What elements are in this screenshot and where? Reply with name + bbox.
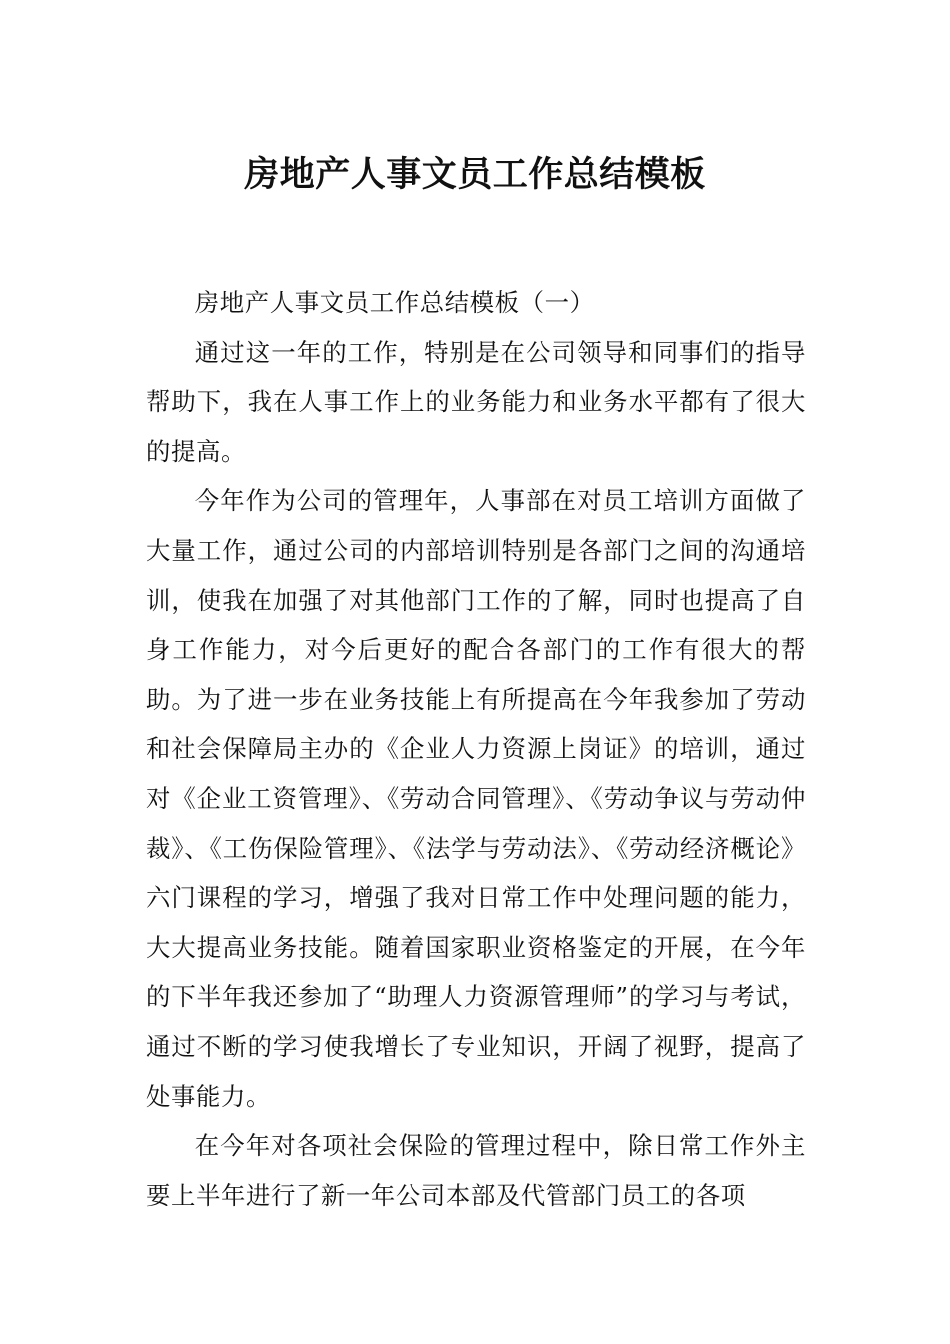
paragraph: 今年作为公司的管理年，人事部在对员工培训方面做了大量工作，通过公司的内部培训特别是各部门之间的沟通培训，使我在加强了对其他部门工作的了解，同时也提高了自身工作能力，对今后更好的配合各部门的工作有很大的帮助。为了进一步在业务技能上有所提高在今年我参加了劳动和社会保障局主办的《企业人力资源上岗证》的培训，通过对《企业工资管理》、《劳动合同管理》、《劳动争议与劳动仲裁》、《工伤保险管理》、《法学与劳动法》、《劳动经济概论》六门课程的学习，增强了我对日常工作中处理问题的能力，大大提高业务技能。随着国家职业资格鉴定的开展，在今年的下半年我还参加了“助理人力资源管理师”的学习与考试，通过不断的学习使我增长了专业知识，开阔了视野，提高了处事能力。: [146, 486, 806, 1111]
document-body: [146, 278, 806, 1220]
paragraph-heading: 房地产人事文员工作总结模板（一）: [194, 288, 595, 317]
document-title: 房地产人事文员工作总结模板: [244, 155, 706, 196]
paragraph: 通过这一年的工作，特别是在公司领导和同事们的指导帮助下，我在人事工作上的业务能力和业务水平都有了很大的提高。: [146, 337, 806, 466]
paragraph: 在今年对各项社会保险的管理过程中，除日常工作外主要上半年进行了新一年公司本部及代管部门员工的各项: [146, 1131, 806, 1210]
